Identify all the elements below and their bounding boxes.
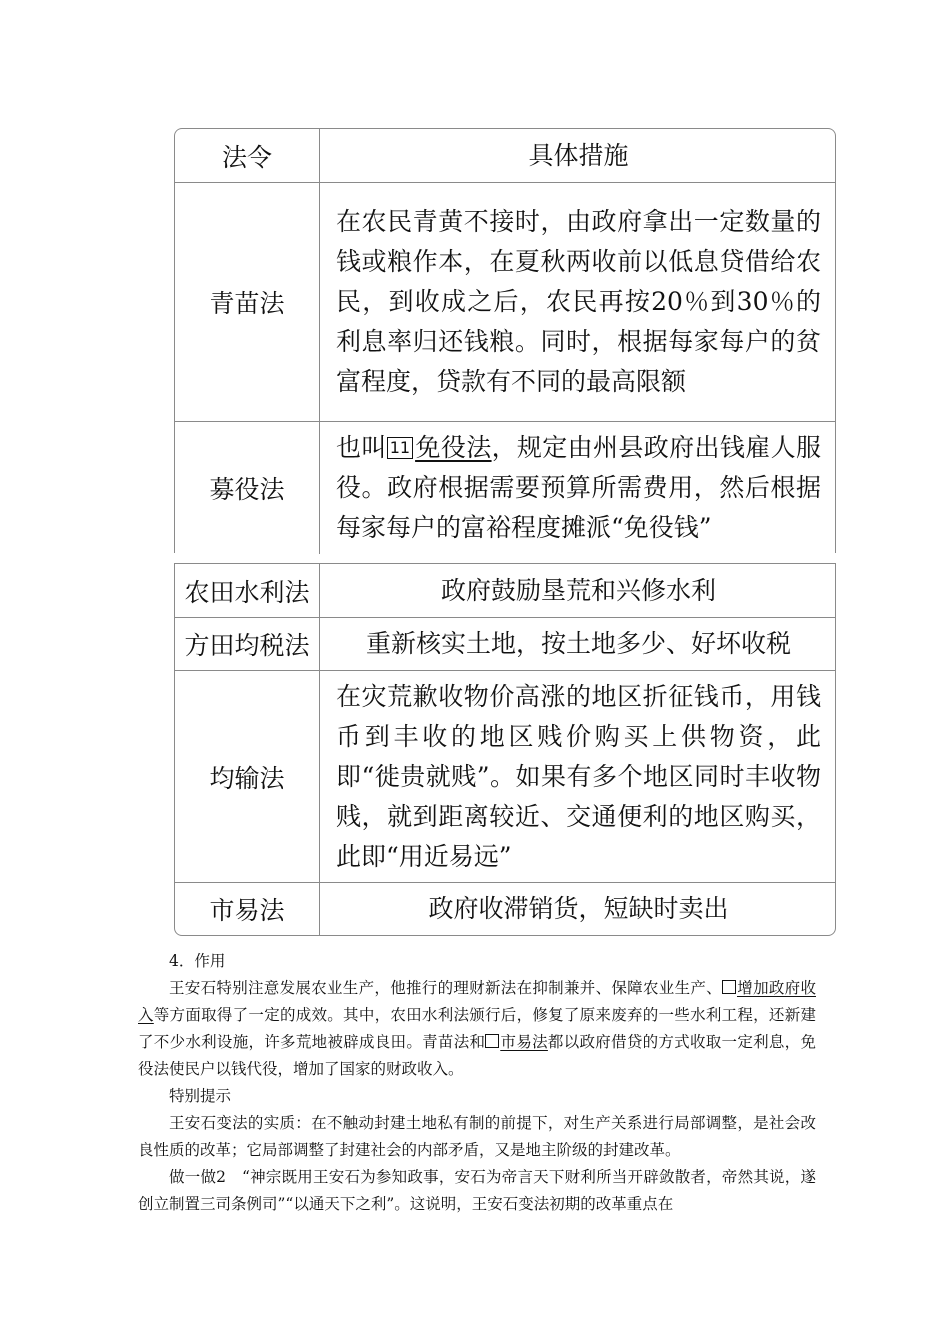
para-text: 等方面取得了一定的成效。其中，农田水利法颁行后，修复了原来废弃的一些水利工程，还新建了不少水利设施，许多荒地被辟成良田。青苗法和 [138,1006,816,1051]
table-row [175,421,835,554]
para-text: 都以政府借贷的方式收取一定利息，免役法使民户以钱代役，增加了国家的财政收入。 [138,1033,816,1078]
law-measure [320,422,835,554]
blank-answer: 市易法 [500,1033,548,1051]
law-name: 市易法 [175,883,320,935]
fill-blank [485,1033,548,1051]
law-name: 农田水利法 [175,564,320,617]
para-text: 王安石特别注意发展农业生产，他推行的理财新法在抑制兼并、保障农业生产、 [169,979,722,997]
law-measure: 在农民青黄不接时，由政府拿出一定数量的钱或粮作本，在夏秋两收前以低息贷借给农民，到收成之后，农民再按20％到30％的利息率归还钱粮。同时，根据每家每户的贫富程度，贷款有不同的最高限额 [336,207,821,396]
body-text [138,948,816,1218]
blank-number: 11 [387,437,413,459]
law-measure: 重新核实土地，按土地多少、好坏收税 [365,629,791,658]
exercise-text: 做一做2 “神宗既用王安石为参知政事，安石为帝言天下财利所当开辟敛散者，帝然其说，遂创立制置三司条例司”“以通天下之利”。这说明，王安石变法初期的改革重点在 [138,1168,816,1213]
law-measure: 政府鼓励垦荒和兴修水利 [440,575,716,605]
table-row [175,617,835,670]
measure-suffix: ，规定由州县政府出钱雇人服役。政府根据需要预算所需费用，然后根据每家每户的富裕程度摊派“免役钱” [336,433,821,542]
blank-box [485,1034,499,1048]
blank-answer: 增加政府收入 [138,979,816,1024]
law-name: 均输法 [175,671,320,882]
table-row [175,182,835,421]
law-table-part2 [174,563,836,936]
table-row [175,564,835,617]
law-measure: 政府收滞销货，短缺时卖出 [428,894,729,923]
paragraph-effect [138,975,816,1083]
header-law: 法令 [175,129,320,182]
blank-box [722,980,736,994]
tip-heading: 特别提示 [169,1087,232,1105]
law-name: 募役法 [175,422,320,554]
measure-prefix: 也叫 [336,433,387,462]
law-name: 方田均税法 [175,618,320,670]
blank-answer: 免役法 [415,433,492,462]
fill-blank [387,433,492,462]
table-row [175,670,835,882]
table-header-row [175,129,835,182]
law-name: 青苗法 [175,183,320,421]
table-row [175,882,835,935]
law-measure: 在灾荒歉收物价高涨的地区折征钱币，用钱币到丰收的地区贱价购买上供物资，此即“徙贵就贱”。如果有多个地区同时丰收物贱，就到距离较近、交通便利的地区购买，此即“用近易远” [336,681,821,871]
tip-text: 王安石变法的实质：在不触动封建土地私有制的前提下，对生产关系进行局部调整，是社会改良性质的改革；它局部调整了封建社会的内部矛盾，又是地主阶级的封建改革。 [138,1114,816,1159]
section-heading: 4．作用 [169,952,226,970]
header-measure: 具体措施 [528,140,629,170]
law-table-part1 [174,128,836,553]
